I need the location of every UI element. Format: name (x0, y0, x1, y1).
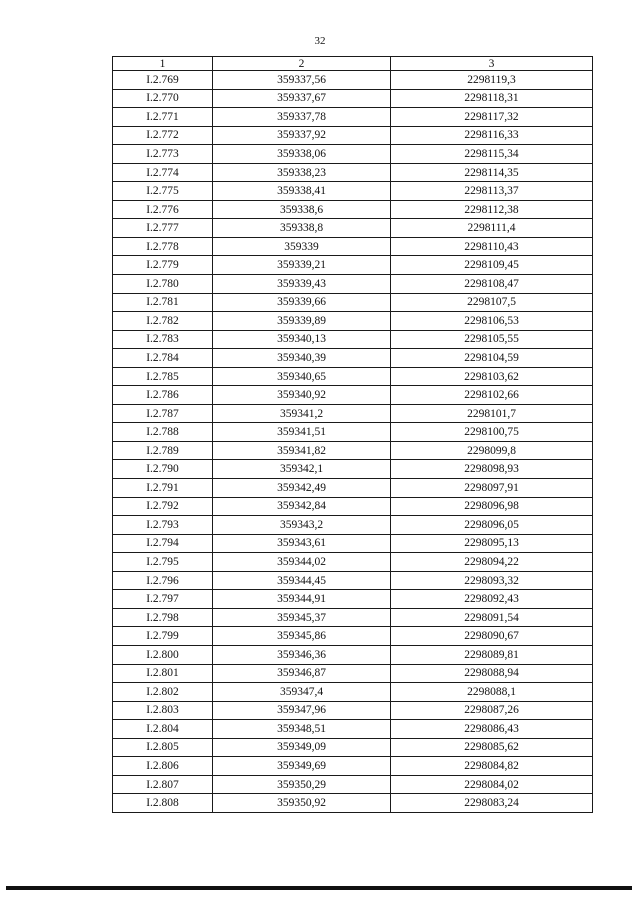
x-coordinate-cell: 359339,21 (213, 256, 391, 275)
point-id-cell: I.2.770 (113, 89, 213, 108)
table-row (113, 479, 593, 498)
point-id-cell: I.2.807 (113, 775, 213, 794)
x-coordinate-cell: 359346,87 (213, 664, 391, 683)
y-coordinate-cell: 2298100,75 (391, 423, 593, 442)
table-row (113, 237, 593, 256)
y-coordinate-cell: 2298092,43 (391, 590, 593, 609)
x-coordinate-cell: 359338,06 (213, 145, 391, 164)
x-coordinate-cell: 359340,13 (213, 330, 391, 349)
table-row (113, 275, 593, 294)
x-coordinate-cell: 359339,66 (213, 293, 391, 312)
point-id-cell: I.2.772 (113, 126, 213, 145)
point-id-cell: I.2.790 (113, 460, 213, 479)
table-row (113, 590, 593, 609)
y-coordinate-cell: 2298112,38 (391, 200, 593, 219)
table-row (113, 404, 593, 423)
table-row (113, 441, 593, 460)
table-row (113, 775, 593, 794)
table-row (113, 312, 593, 331)
y-coordinate-cell: 2298093,32 (391, 571, 593, 590)
x-coordinate-cell: 359341,51 (213, 423, 391, 442)
y-coordinate-cell: 2298095,13 (391, 534, 593, 553)
point-id-cell: I.2.777 (113, 219, 213, 238)
x-coordinate-cell: 359345,86 (213, 627, 391, 646)
page-number: 32 (314, 35, 326, 47)
point-id-cell: I.2.795 (113, 553, 213, 572)
y-coordinate-cell: 2298088,1 (391, 683, 593, 702)
point-id-cell: I.2.793 (113, 516, 213, 535)
header-row (113, 57, 593, 71)
table-row (113, 330, 593, 349)
x-coordinate-cell: 359337,56 (213, 71, 391, 90)
y-coordinate-cell: 2298105,55 (391, 330, 593, 349)
table-row (113, 163, 593, 182)
point-id-cell: I.2.797 (113, 590, 213, 609)
y-coordinate-cell: 2298102,66 (391, 386, 593, 405)
x-coordinate-cell: 359346,36 (213, 645, 391, 664)
table-row (113, 534, 593, 553)
table-row (113, 349, 593, 368)
table-row (113, 664, 593, 683)
bottom-rule (6, 886, 632, 890)
y-coordinate-cell: 2298091,54 (391, 608, 593, 627)
y-coordinate-cell: 2298119,3 (391, 71, 593, 90)
table-row (113, 293, 593, 312)
point-id-cell: I.2.776 (113, 200, 213, 219)
x-coordinate-cell: 359339 (213, 237, 391, 256)
y-coordinate-cell: 2298108,47 (391, 275, 593, 294)
point-id-cell: I.2.784 (113, 349, 213, 368)
y-coordinate-cell: 2298084,82 (391, 757, 593, 776)
point-id-cell: I.2.775 (113, 182, 213, 201)
y-coordinate-cell: 2298099,8 (391, 441, 593, 460)
table-row (113, 757, 593, 776)
table-row (113, 701, 593, 720)
y-coordinate-cell: 2298096,98 (391, 497, 593, 516)
x-coordinate-cell: 359344,91 (213, 590, 391, 609)
x-coordinate-cell: 359349,09 (213, 738, 391, 757)
y-coordinate-cell: 2298088,94 (391, 664, 593, 683)
x-coordinate-cell: 359344,02 (213, 553, 391, 572)
point-id-cell: I.2.771 (113, 108, 213, 127)
y-coordinate-cell: 2298098,93 (391, 460, 593, 479)
x-coordinate-cell: 359343,2 (213, 516, 391, 535)
y-coordinate-cell: 2298116,33 (391, 126, 593, 145)
table-row (113, 571, 593, 590)
column-header-1: 1 (113, 57, 213, 71)
x-coordinate-cell: 359350,29 (213, 775, 391, 794)
point-id-cell: I.2.779 (113, 256, 213, 275)
x-coordinate-cell: 359350,92 (213, 794, 391, 813)
point-id-cell: I.2.773 (113, 145, 213, 164)
table-row (113, 200, 593, 219)
y-coordinate-cell: 2298106,53 (391, 312, 593, 331)
x-coordinate-cell: 359339,89 (213, 312, 391, 331)
y-coordinate-cell: 2298097,91 (391, 479, 593, 498)
x-coordinate-cell: 359338,41 (213, 182, 391, 201)
x-coordinate-cell: 359347,96 (213, 701, 391, 720)
table-row (113, 145, 593, 164)
x-coordinate-cell: 359342,84 (213, 497, 391, 516)
table-row (113, 516, 593, 535)
x-coordinate-cell: 359345,37 (213, 608, 391, 627)
y-coordinate-cell: 2298090,67 (391, 627, 593, 646)
point-id-cell: I.2.792 (113, 497, 213, 516)
point-id-cell: I.2.774 (113, 163, 213, 182)
point-id-cell: I.2.789 (113, 441, 213, 460)
y-coordinate-cell: 2298086,43 (391, 720, 593, 739)
x-coordinate-cell: 359348,51 (213, 720, 391, 739)
y-coordinate-cell: 2298118,31 (391, 89, 593, 108)
table-row (113, 423, 593, 442)
point-id-cell: I.2.780 (113, 275, 213, 294)
table-row (113, 608, 593, 627)
x-coordinate-cell: 359338,8 (213, 219, 391, 238)
point-id-cell: I.2.785 (113, 367, 213, 386)
y-coordinate-cell: 2298101,7 (391, 404, 593, 423)
y-coordinate-cell: 2298104,59 (391, 349, 593, 368)
table-row (113, 460, 593, 479)
x-coordinate-cell: 359341,2 (213, 404, 391, 423)
point-id-cell: I.2.791 (113, 479, 213, 498)
y-coordinate-cell: 2298084,02 (391, 775, 593, 794)
y-coordinate-cell: 2298113,37 (391, 182, 593, 201)
x-coordinate-cell: 359340,92 (213, 386, 391, 405)
table-row (113, 553, 593, 572)
column-header-3: 3 (391, 57, 593, 71)
x-coordinate-cell: 359339,43 (213, 275, 391, 294)
x-coordinate-cell: 359338,23 (213, 163, 391, 182)
point-id-cell: I.2.783 (113, 330, 213, 349)
y-coordinate-cell: 2298096,05 (391, 516, 593, 535)
table-row (113, 219, 593, 238)
table-row (113, 738, 593, 757)
y-coordinate-cell: 2298115,34 (391, 145, 593, 164)
y-coordinate-cell: 2298117,32 (391, 108, 593, 127)
x-coordinate-cell: 359340,65 (213, 367, 391, 386)
table-row (113, 794, 593, 813)
y-coordinate-cell: 2298085,62 (391, 738, 593, 757)
point-id-cell: I.2.769 (113, 71, 213, 90)
point-id-cell: I.2.778 (113, 237, 213, 256)
point-id-cell: I.2.801 (113, 664, 213, 683)
table-row (113, 89, 593, 108)
point-id-cell: I.2.800 (113, 645, 213, 664)
table-row (113, 386, 593, 405)
y-coordinate-cell: 2298114,35 (391, 163, 593, 182)
table-row (113, 108, 593, 127)
point-id-cell: I.2.803 (113, 701, 213, 720)
point-id-cell: I.2.787 (113, 404, 213, 423)
x-coordinate-cell: 359344,45 (213, 571, 391, 590)
table-row (113, 71, 593, 90)
column-header-2: 2 (213, 57, 391, 71)
y-coordinate-cell: 2298089,81 (391, 645, 593, 664)
x-coordinate-cell: 359347,4 (213, 683, 391, 702)
table-row (113, 683, 593, 702)
x-coordinate-cell: 359337,67 (213, 89, 391, 108)
y-coordinate-cell: 2298111,4 (391, 219, 593, 238)
point-id-cell: I.2.806 (113, 757, 213, 776)
x-coordinate-cell: 359338,6 (213, 200, 391, 219)
table-row (113, 627, 593, 646)
table-header (113, 57, 593, 71)
table-row (113, 497, 593, 516)
table-row (113, 256, 593, 275)
x-coordinate-cell: 359337,92 (213, 126, 391, 145)
point-id-cell: I.2.798 (113, 608, 213, 627)
point-id-cell: I.2.804 (113, 720, 213, 739)
x-coordinate-cell: 359349,69 (213, 757, 391, 776)
y-coordinate-cell: 2298110,43 (391, 237, 593, 256)
point-id-cell: I.2.805 (113, 738, 213, 757)
point-id-cell: I.2.781 (113, 293, 213, 312)
y-coordinate-cell: 2298103,62 (391, 367, 593, 386)
table-row (113, 367, 593, 386)
y-coordinate-cell: 2298109,45 (391, 256, 593, 275)
x-coordinate-cell: 359342,1 (213, 460, 391, 479)
point-id-cell: I.2.799 (113, 627, 213, 646)
x-coordinate-cell: 359341,82 (213, 441, 391, 460)
x-coordinate-cell: 359343,61 (213, 534, 391, 553)
x-coordinate-cell: 359342,49 (213, 479, 391, 498)
point-id-cell: I.2.794 (113, 534, 213, 553)
table-row (113, 720, 593, 739)
table-row (113, 126, 593, 145)
point-id-cell: I.2.782 (113, 312, 213, 331)
y-coordinate-cell: 2298087,26 (391, 701, 593, 720)
table-body (113, 71, 593, 813)
coordinates-table (112, 56, 593, 813)
point-id-cell: I.2.796 (113, 571, 213, 590)
table-row (113, 182, 593, 201)
x-coordinate-cell: 359340,39 (213, 349, 391, 368)
point-id-cell: I.2.788 (113, 423, 213, 442)
point-id-cell: I.2.786 (113, 386, 213, 405)
x-coordinate-cell: 359337,78 (213, 108, 391, 127)
point-id-cell: I.2.802 (113, 683, 213, 702)
y-coordinate-cell: 2298107,5 (391, 293, 593, 312)
y-coordinate-cell: 2298083,24 (391, 794, 593, 813)
y-coordinate-cell: 2298094,22 (391, 553, 593, 572)
point-id-cell: I.2.808 (113, 794, 213, 813)
table-row (113, 645, 593, 664)
